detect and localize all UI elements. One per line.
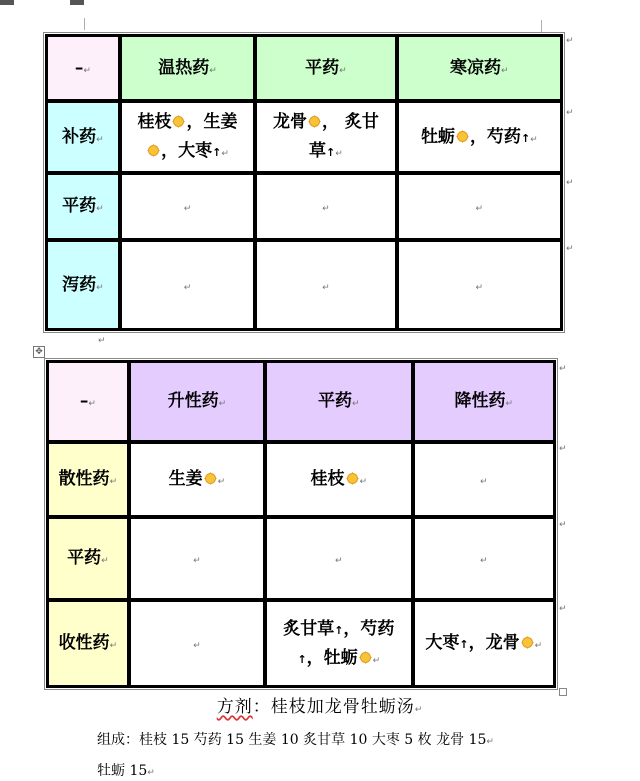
table-cell[interactable]: ↵ [397, 173, 562, 240]
formula-caption-prefix: 方剂 [216, 697, 253, 717]
table-cell[interactable]: ↵ [413, 442, 555, 517]
sun-icon [308, 115, 321, 128]
row-end-mark: ↵ [566, 178, 574, 188]
up-arrow-icon: ↑ [326, 146, 336, 160]
table-cell[interactable]: 大枣↑，龙骨 ↵ [413, 600, 555, 687]
sun-icon [147, 144, 160, 157]
table-cell[interactable]: 桂枝 ，生姜 ，大枣↑↵ [120, 101, 255, 172]
temperature-table[interactable] [45, 34, 563, 331]
up-arrow-icon: ↑ [334, 623, 344, 637]
table-cell[interactable]: 桂枝 ↵ [265, 442, 412, 517]
sun-icon [172, 115, 185, 128]
header-neutral[interactable]: 平药↵ [255, 35, 396, 101]
table-row [46, 101, 562, 172]
table-cell[interactable]: ↵ [120, 240, 255, 330]
row-end-mark: ↵ [559, 520, 567, 530]
table-row [47, 517, 555, 600]
table-corner-cell[interactable]: –↵ [46, 35, 120, 101]
row-end-mark: ↵ [559, 364, 567, 374]
table-move-handle-icon[interactable]: ✥ [33, 346, 45, 358]
row-end-mark: ↵ [566, 244, 574, 254]
formula-caption: 方剂：桂枝加龙骨牡蛎汤↵ [216, 697, 424, 717]
table-cell[interactable]: ↵ [120, 173, 255, 240]
table-row [46, 173, 562, 240]
composition-line-2: 牡蛎 15↵ [97, 763, 155, 779]
table-row [47, 600, 555, 687]
header-cold-cool[interactable]: 寒凉药↵ [397, 35, 562, 101]
up-arrow-icon: ↑ [459, 638, 469, 652]
row-end-mark: ↵ [566, 36, 574, 46]
table-cell[interactable]: ↵ [265, 517, 412, 600]
header-ascending[interactable]: 升性药↵ [129, 361, 265, 442]
up-arrow-icon: ↑ [520, 131, 531, 145]
table-corner-cell[interactable]: –↵ [47, 361, 129, 442]
composition-line-1: 组成：桂枝 15 芍药 15 生姜 10 炙甘草 10 大枣 5 枚 龙骨 15↵ [97, 732, 494, 748]
row-header-neutral[interactable]: 平药↵ [46, 173, 120, 240]
table-cell[interactable]: ↵ [397, 240, 562, 330]
table-header-row [46, 35, 562, 101]
row-header-astringent[interactable]: 收性药↵ [47, 600, 129, 687]
table-header-row [47, 361, 555, 442]
direction-table[interactable] [46, 360, 556, 688]
up-arrow-icon: ↑ [212, 146, 222, 160]
table-cell[interactable]: 炙甘草↑，芍药 ↑，牡蛎 ↵ [265, 600, 412, 687]
top-corner-mark [70, 0, 84, 5]
sun-icon [359, 651, 372, 664]
paragraph-mark: ↵ [98, 336, 106, 346]
row-end-mark: ↵ [559, 444, 567, 454]
table-cell[interactable]: ↵ [255, 173, 396, 240]
top-left-corner-mark [0, 0, 14, 5]
table-row [47, 442, 555, 517]
row-end-mark: ↵ [559, 604, 567, 614]
table-cell[interactable]: ↵ [255, 240, 396, 330]
table-cell[interactable]: 龙骨 ， 炙甘 草↑↵ [255, 101, 396, 172]
row-header-dispersing[interactable]: 散性药↵ [47, 442, 129, 517]
row-end-mark: ↵ [566, 108, 574, 118]
row-header-neutral[interactable]: 平药↵ [47, 517, 129, 600]
header-neutral[interactable]: 平药↵ [265, 361, 412, 442]
table-cell[interactable]: 生姜 ↵ [129, 442, 265, 517]
row-header-purge[interactable]: 泻药↵ [46, 240, 120, 330]
sun-icon [456, 130, 469, 143]
table-cell[interactable]: 牡蛎 ，芍药↑↵ [397, 101, 562, 172]
table-cell[interactable]: ↵ [129, 517, 265, 600]
left-margin-mark [84, 18, 85, 30]
table-cell[interactable]: ↵ [129, 600, 265, 687]
table-cell[interactable]: ↵ [413, 517, 555, 600]
sun-icon [346, 472, 359, 485]
table-row [46, 240, 562, 330]
right-margin-mark [541, 20, 542, 32]
header-descending[interactable]: 降性药↵ [413, 361, 555, 442]
up-arrow-icon: ↑ [297, 652, 307, 666]
row-header-tonic[interactable]: 补药↵ [46, 101, 120, 172]
sun-icon [521, 636, 534, 649]
sun-icon [204, 472, 217, 485]
header-warm-hot[interactable]: 温热药↵ [120, 35, 255, 101]
